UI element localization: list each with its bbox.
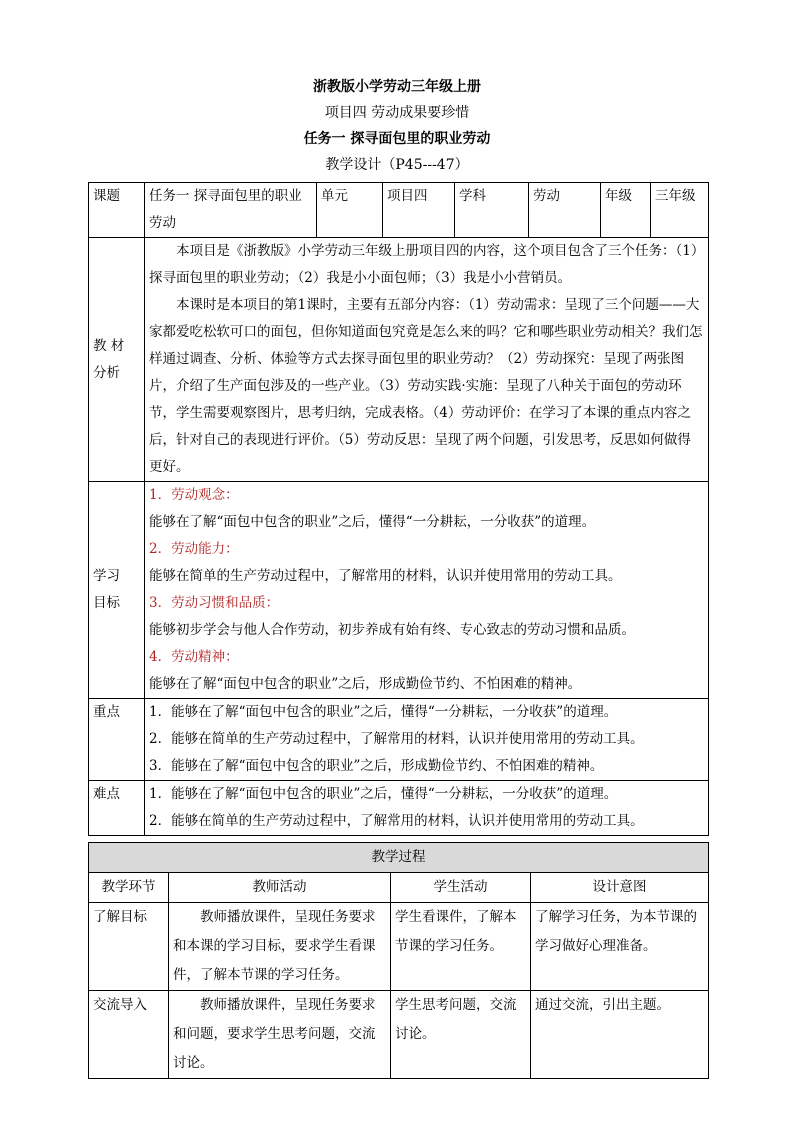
- analysis-content: [145, 238, 709, 482]
- difficult-point-item: 1．能够在了解“面包中包含的职业”之后，懂得“一分耕耘，一分收获”的道理。: [149, 786, 618, 802]
- key-points-row: [89, 699, 709, 781]
- column-header-student: 学生活动: [391, 873, 531, 903]
- objective-text-4: 能够在了解“面包中包含的职业”之后，形成勤俭节约、不怕困难的精神。: [149, 676, 582, 692]
- stage-cell: 了解目标: [89, 903, 169, 991]
- objective-text-1: 能够在了解“面包中包含的职业”之后，懂得“一分耕耘，一分收获”的道理。: [149, 514, 596, 530]
- key-point-item: 3．能够在了解“面包中包含的职业”之后，形成勤俭节约、不怕困难的精神。: [149, 758, 604, 774]
- topic-label: 课题: [89, 183, 145, 238]
- objective-text-2: 能够在简单的生产劳动过程中，了解常用的材料，认识并使用常用的劳动工具。: [149, 568, 622, 584]
- stage-cell: 交流导入: [89, 991, 169, 1079]
- student-activity-cell: 学生看课件，了解本节课的学习任务。: [391, 903, 531, 991]
- topic-value: 任务一 探寻面包里的职业劳动: [145, 183, 317, 238]
- process-row: [89, 991, 709, 1079]
- column-header-stage: 教学环节: [89, 873, 169, 903]
- process-title: 教学过程: [89, 843, 709, 873]
- project-title: 项目四 劳动成果要珍惜: [324, 105, 470, 121]
- objective-heading-3: 3．劳动习惯和品质：: [149, 595, 280, 611]
- objective-heading-4: 4．劳动精神：: [149, 649, 239, 665]
- grade-value: 三年级: [651, 183, 709, 238]
- grade-label: 年级: [601, 183, 651, 238]
- objectives-content: [145, 482, 709, 699]
- analysis-label: 教 材 分析: [89, 238, 145, 482]
- process-header-row: [89, 873, 709, 903]
- key-points-label: 重点: [89, 699, 145, 781]
- objectives-label: 学习 目标: [89, 482, 145, 699]
- key-point-item: 2．能够在简单的生产劳动过程中，了解常用的材料，认识并使用常用的劳动工具。: [149, 731, 644, 747]
- process-title-row: [89, 843, 709, 873]
- key-points-content: [145, 699, 709, 781]
- objective-heading-1: 1．劳动观念：: [149, 487, 239, 503]
- analysis-paragraph-1: 本项目是《浙教版》小学劳动三年级上册项目四的内容，这个项目包含了三个任务：（1）探寻面包里的职业劳动；（2）我是小小面包师；（3）我是小小营销员。: [149, 243, 698, 286]
- difficult-points-label: 难点: [89, 781, 145, 836]
- unit-label: 单元: [317, 183, 383, 238]
- lesson-info-table: [88, 182, 709, 836]
- subject-label: 学科: [455, 183, 529, 238]
- textbook-title: 浙教版小学劳动三年级上册: [313, 79, 481, 95]
- objective-heading-2: 2．劳动能力：: [149, 541, 239, 557]
- analysis-paragraph-2: 本课时是本项目的第1课时，主要有五部分内容：（1）劳动需求：呈现了三个问题——大家都爱吃松软可口的面包，但你知道面包究竟是怎么来的吗？它和哪些职业劳动相关？我们怎样通过调查、分析、体验等方式去探寻面包里的职业劳动？（2）劳动探究：呈现了两张图片，介绍了生产面包涉及的一些产业。（3）劳动实践·实施：呈现了八种关于面包的劳动环节，学生需要观察图片，思考归纳，完成表格。（4）劳动评价：在学习了本课的重点内容之后，针对自己的表现进行评价。（5）劳动反思：呈现了两个问题，引发思考，反思如何做得更好。: [149, 297, 703, 475]
- column-header-teacher: 教师活动: [169, 873, 391, 903]
- design-intent-cell: 了解学习任务，为本节课的学习做好心理准备。: [531, 903, 709, 991]
- analysis-row: [89, 238, 709, 482]
- design-title: 教学设计（P45---47）: [325, 157, 469, 173]
- objective-text-3: 能够初步学会与他人合作劳动，初步养成有始有终、专心致志的劳动习惯和品质。: [149, 622, 635, 638]
- student-activity-cell: 学生思考问题，交流讨论。: [391, 991, 531, 1079]
- objectives-row: [89, 482, 709, 699]
- difficult-point-item: 2．能够在简单的生产劳动过程中，了解常用的材料，认识并使用常用的劳动工具。: [149, 813, 644, 829]
- difficult-points-row: [89, 781, 709, 836]
- design-intent-cell: 通过交流，引出主题。: [531, 991, 709, 1079]
- document-title-block: [0, 74, 794, 178]
- process-row: [89, 903, 709, 991]
- teacher-activity-cell: 教师播放课件，呈现任务要求和本课的学习目标，要求学生看课件，了解本节课的学习任务。: [169, 903, 391, 991]
- teaching-process-table: [88, 842, 709, 1079]
- unit-value: 项目四: [383, 183, 455, 238]
- task-title: 任务一 探寻面包里的职业劳动: [303, 131, 491, 147]
- info-row: [89, 183, 709, 238]
- column-header-intent: 设计意图: [531, 873, 709, 903]
- difficult-points-content: [145, 781, 709, 836]
- teacher-activity-cell: 教师播放课件，呈现任务要求和问题，要求学生思考问题，交流讨论。: [169, 991, 391, 1079]
- key-point-item: 1．能够在了解“面包中包含的职业”之后，懂得“一分耕耘，一分收获”的道理。: [149, 704, 618, 720]
- subject-value: 劳动: [529, 183, 601, 238]
